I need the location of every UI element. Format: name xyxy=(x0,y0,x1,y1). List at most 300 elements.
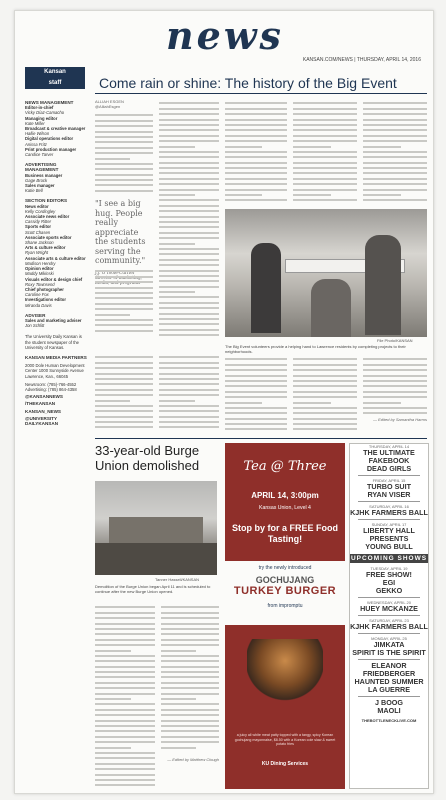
text-line xyxy=(95,426,153,428)
text-line xyxy=(159,108,219,110)
show-date: SUNDAY, APRIL 17 xyxy=(371,522,407,527)
text-line xyxy=(363,358,427,360)
text-line xyxy=(293,194,331,196)
staff-role: Sales and marketing adviser xyxy=(25,317,82,323)
text-line xyxy=(161,655,219,657)
byline-handle: @AlliahEsgen xyxy=(95,104,121,109)
text-line xyxy=(293,358,357,360)
show-act: EGI xyxy=(382,578,396,587)
text-line xyxy=(95,136,153,138)
ad-turkey-burger: TURKEY BURGER xyxy=(233,585,337,597)
text-line xyxy=(95,373,153,375)
text-line xyxy=(161,612,219,614)
story-column-7 xyxy=(159,353,219,433)
staff-name: Maddy Mikinski xyxy=(25,271,54,277)
masthead xyxy=(15,11,434,69)
text-line xyxy=(225,113,287,115)
text-line xyxy=(159,248,219,250)
text-line xyxy=(363,194,401,196)
text-line xyxy=(363,108,427,110)
text-line xyxy=(95,633,155,635)
text-line xyxy=(159,307,219,309)
listing-divider xyxy=(358,597,420,598)
story-editor-note: — Edited by Samantha Harms xyxy=(372,417,427,422)
text-line xyxy=(225,183,287,185)
text-line xyxy=(225,428,287,430)
text-line xyxy=(95,114,153,116)
dateline: KANSAN.COM/NEWS | THURSDAY, APRIL 14, 2016 xyxy=(302,57,421,63)
text-line xyxy=(159,146,195,148)
show-act: ELEANOR FRIEDBERGER xyxy=(362,661,416,678)
text-line xyxy=(159,237,219,239)
text-line xyxy=(95,623,155,625)
text-line xyxy=(95,671,155,673)
text-line xyxy=(363,140,427,142)
text-line xyxy=(159,421,219,423)
text-line xyxy=(293,407,357,409)
text-line xyxy=(363,183,427,185)
text-line xyxy=(225,391,287,393)
text-line xyxy=(159,135,219,137)
text-line xyxy=(225,358,287,360)
staff-badge-line1: Kansan xyxy=(44,69,66,75)
ad-location: Kansas Union, Level 4 xyxy=(259,505,311,511)
text-line xyxy=(95,141,153,143)
text-line xyxy=(159,329,219,331)
text-line xyxy=(95,779,155,781)
text-line xyxy=(363,199,427,201)
text-line xyxy=(225,385,287,387)
staff-name: Roxy Townsend xyxy=(25,281,55,287)
story-column-3 xyxy=(225,99,287,205)
text-line xyxy=(363,119,427,121)
text-line xyxy=(161,709,219,711)
text-line xyxy=(95,784,155,786)
staff-name: Scott Chasen xyxy=(25,229,51,235)
show-act: LA GUERRE xyxy=(367,685,411,694)
text-line xyxy=(159,259,219,261)
text-line xyxy=(363,178,427,180)
text-line xyxy=(161,639,219,641)
text-line xyxy=(225,402,262,404)
text-line xyxy=(293,391,357,393)
text-line xyxy=(95,330,153,332)
listing-divider xyxy=(358,659,420,660)
show-act: THE ULTIMATE FAKEBOOK xyxy=(363,448,415,465)
text-line xyxy=(293,423,357,425)
ku-dining-logo: KU Dining Services xyxy=(261,761,309,767)
text-line xyxy=(293,102,357,104)
text-line xyxy=(95,190,153,192)
text-line xyxy=(95,383,153,385)
phones: Newsroom: (785)-766-4552 Advertising: (785) 864-4358 xyxy=(25,381,77,392)
text-line xyxy=(95,714,155,716)
show-act: RYAN VISER xyxy=(367,490,411,499)
text-line xyxy=(159,313,219,315)
text-line xyxy=(159,167,219,169)
text-line xyxy=(293,396,357,398)
text-line xyxy=(159,362,219,364)
listing-divider xyxy=(358,633,420,634)
staff-name: Jon Schlitt xyxy=(25,323,45,329)
text-line xyxy=(95,319,153,321)
text-line xyxy=(95,660,155,662)
text-line xyxy=(293,162,357,164)
text-line xyxy=(363,167,427,169)
show-act: LIBERTY HALL PRESENTS xyxy=(363,526,415,543)
text-line xyxy=(95,120,153,122)
burge-photo-caption: Demolition of the Burge Union began April 11 and is scheduled to continue after the new Burge Union opened. xyxy=(95,584,211,594)
text-line xyxy=(95,747,131,749)
text-line xyxy=(225,124,287,126)
text-line xyxy=(363,396,427,398)
text-line xyxy=(225,151,287,153)
text-line xyxy=(159,189,219,191)
text-line xyxy=(95,763,155,765)
staff-name: Katie Bell xyxy=(25,188,43,194)
staff-name: Miranda Davis xyxy=(25,302,52,308)
text-line xyxy=(293,151,357,153)
text-line xyxy=(293,418,357,420)
text-line xyxy=(225,199,287,201)
show-date: SATURDAY, APRIL 23 xyxy=(369,618,409,623)
listing-divider xyxy=(358,615,420,616)
social-handle[interactable]: @UNIVERSITY DAILYKANSAN xyxy=(25,415,59,426)
text-line xyxy=(363,156,427,158)
staff-name: Madison Hendry xyxy=(25,260,56,266)
main-headline: Come rain or shine: The history of the Big Event xyxy=(99,75,397,91)
text-line xyxy=(161,698,196,700)
text-line xyxy=(293,140,357,142)
staff-role: Visuals editor & design chief xyxy=(25,276,83,282)
staff-role: Broadcast & creative manager xyxy=(25,126,86,132)
upcoming-shows-banner: UPCOMING SHOWS xyxy=(350,555,428,562)
text-line xyxy=(95,276,153,278)
sidebar-section-title: ADVERTISING MANAGEMENT xyxy=(25,162,59,173)
text-line xyxy=(159,318,219,320)
text-line xyxy=(225,364,287,366)
text-line xyxy=(225,194,262,196)
show-act: GEKKO xyxy=(375,586,403,595)
ad-fine-print: a juicy all white meat patty topped with a tangy, spicy Korean gochujang mayonnaise, $8.50 with a Korean cole slaw & sweet potato fries xyxy=(234,733,336,747)
text-line xyxy=(159,383,219,385)
staff-badge xyxy=(25,67,85,89)
text-line xyxy=(159,232,219,234)
text-line xyxy=(159,270,219,272)
text-line xyxy=(95,147,153,149)
text-line xyxy=(95,682,155,684)
staff-role: Associate arts & culture editor xyxy=(25,255,86,261)
text-line xyxy=(95,410,153,412)
text-line xyxy=(95,698,131,700)
staff-name: Cassidy Ritter xyxy=(25,219,52,225)
text-line xyxy=(159,264,219,266)
text-line xyxy=(95,400,130,402)
text-line xyxy=(161,693,219,695)
newspaper-page xyxy=(14,10,434,794)
text-line xyxy=(159,323,219,325)
text-line xyxy=(159,156,219,158)
text-line xyxy=(159,102,219,104)
show-act: JIMKATA xyxy=(373,640,405,649)
text-line xyxy=(95,314,130,316)
text-line xyxy=(225,418,287,420)
photo-credit: File Photo/KANSAN xyxy=(377,338,413,343)
text-line xyxy=(159,356,219,358)
staff-name: Vicky Díaz-Camacho xyxy=(25,110,65,116)
photo-rubble xyxy=(95,543,217,575)
text-line xyxy=(95,158,130,160)
text-line xyxy=(159,226,219,228)
text-line xyxy=(95,703,155,705)
text-line xyxy=(161,741,219,743)
text-line xyxy=(95,303,153,305)
text-line xyxy=(363,380,427,382)
text-line xyxy=(95,757,155,759)
text-line xyxy=(293,135,357,137)
text-line xyxy=(293,146,331,148)
photo-person xyxy=(251,243,281,333)
text-line xyxy=(161,606,219,608)
text-line xyxy=(363,402,401,404)
burger-image xyxy=(247,639,323,701)
text-line xyxy=(225,135,287,137)
staff-name: Kate Miller xyxy=(25,120,45,126)
staff-role: Investigations editor xyxy=(25,297,66,303)
text-line xyxy=(293,375,357,377)
sidebar-section-title: NEWS MANAGEMENT xyxy=(25,100,74,105)
text-line xyxy=(95,378,153,380)
headline-rule xyxy=(95,93,427,94)
text-line xyxy=(293,199,357,201)
text-line xyxy=(95,184,153,186)
text-line xyxy=(159,291,195,293)
text-line xyxy=(161,671,219,673)
text-line xyxy=(363,364,427,366)
text-line xyxy=(95,356,153,358)
show-act: J BOOG xyxy=(375,698,403,707)
text-line xyxy=(159,373,219,375)
text-line xyxy=(159,199,219,201)
text-line xyxy=(363,151,427,153)
show-act: HUEY MCKANZE xyxy=(360,604,418,613)
text-line xyxy=(161,687,219,689)
ad-try-text: try the newly introduced xyxy=(258,565,312,571)
text-line xyxy=(159,140,219,142)
text-line xyxy=(293,167,357,169)
text-line xyxy=(363,189,427,191)
staff-role: Editor-in-chief xyxy=(25,105,54,111)
text-line xyxy=(225,407,287,409)
text-line xyxy=(225,189,287,191)
text-line xyxy=(159,151,219,153)
text-line xyxy=(161,736,219,738)
staff-badge-line2: staff xyxy=(48,80,62,86)
text-line xyxy=(225,146,262,148)
text-line xyxy=(363,124,427,126)
text-line xyxy=(225,102,287,104)
big-event-photo xyxy=(225,209,427,337)
burge-headline: 33-year-old Burge Union demolished xyxy=(95,443,200,473)
text-line xyxy=(159,129,219,131)
staff-role: Business manager xyxy=(25,172,63,178)
text-line xyxy=(159,302,219,304)
burge-editor-note: — Edited by Matthew Clough xyxy=(167,757,219,762)
text-line xyxy=(363,391,427,393)
show-date: WEDNESDAY, APRIL 20 xyxy=(367,600,411,605)
text-line xyxy=(225,162,287,164)
staff-role: Managing editor xyxy=(25,115,58,121)
contact-title: KANSAN MEDIA PARTNERS xyxy=(25,354,87,360)
ad-date: APRIL 14, 3:00pm xyxy=(251,491,319,500)
staff-name: Kelly Cordingley xyxy=(25,208,56,214)
text-line xyxy=(95,168,153,170)
text-line xyxy=(159,183,219,185)
text-line xyxy=(159,216,219,218)
text-line xyxy=(159,210,219,212)
social-handle[interactable]: /THEKANSAN xyxy=(25,401,56,407)
section-title: news xyxy=(166,13,284,58)
text-line xyxy=(95,405,153,407)
text-line xyxy=(363,375,427,377)
show-date: MONDAY, APRIL 25 xyxy=(371,636,407,641)
text-line xyxy=(225,119,287,121)
text-line xyxy=(95,174,153,176)
text-line xyxy=(95,628,155,630)
text-line xyxy=(161,666,219,668)
text-line xyxy=(159,172,219,174)
text-line xyxy=(225,412,287,414)
staff-sidebar xyxy=(25,95,87,785)
text-line xyxy=(95,308,153,310)
text-line xyxy=(159,194,195,196)
text-line xyxy=(161,682,219,684)
text-line xyxy=(363,146,401,148)
text-line xyxy=(293,178,357,180)
text-line xyxy=(159,119,219,121)
text-line xyxy=(159,367,219,369)
social-handle[interactable]: KANSAN_NEWS xyxy=(25,408,61,414)
show-act: SPIRIT IS THE SPIRIT xyxy=(352,648,426,657)
staff-role: Sales manager xyxy=(25,183,55,189)
text-line xyxy=(95,774,155,776)
text-line xyxy=(161,623,219,625)
staff-name: Ryan Wright xyxy=(25,250,49,256)
text-line xyxy=(159,243,195,245)
staff-role: Arts & culture editor xyxy=(25,245,66,251)
text-line xyxy=(225,369,287,371)
story-column-9 xyxy=(293,355,357,433)
burge-column-1 xyxy=(95,603,155,789)
text-line xyxy=(95,421,153,423)
text-line xyxy=(293,113,357,115)
venue-website[interactable]: THEBOTTLENECKLIVE.COM xyxy=(361,718,417,723)
show-act: FREE SHOW! xyxy=(366,570,412,579)
text-line xyxy=(225,172,287,174)
text-line xyxy=(363,102,427,104)
text-line xyxy=(159,162,219,164)
ad-tagline: Stop by for a FREE Food Tasting! xyxy=(232,523,338,544)
text-line xyxy=(225,140,287,142)
ad-from: from impromptu xyxy=(267,603,303,609)
staff-role: Print production manager xyxy=(25,146,77,152)
text-line xyxy=(225,396,287,398)
staff-name: Shane Jackson xyxy=(25,240,54,246)
text-line xyxy=(225,380,287,382)
text-line xyxy=(363,172,427,174)
text-line xyxy=(161,714,219,716)
staff-role: News editor xyxy=(25,203,49,209)
staff-role: Chief photographer xyxy=(25,286,64,292)
text-line xyxy=(95,131,153,133)
show-act: HAUNTED SUMMER xyxy=(354,677,424,686)
show-act: TURBO SUIT xyxy=(367,482,411,491)
text-line xyxy=(95,639,155,641)
text-line xyxy=(293,172,357,174)
text-line xyxy=(225,108,287,110)
pullquote-text: "I see a big hug. People really appreciate the students serving the community." xyxy=(95,199,146,265)
text-line xyxy=(95,725,155,727)
text-line xyxy=(159,394,219,396)
show-act: MAOLI xyxy=(377,706,401,715)
byline-name: ALLIAH ESGEN xyxy=(95,99,124,104)
text-line xyxy=(159,389,219,391)
text-line xyxy=(95,416,153,418)
story-column-1a xyxy=(95,111,153,197)
text-line xyxy=(293,183,357,185)
text-line xyxy=(95,324,153,326)
text-line xyxy=(293,129,357,131)
text-line xyxy=(225,423,287,425)
text-line xyxy=(293,369,357,371)
text-line xyxy=(95,292,153,294)
text-line xyxy=(159,280,219,282)
photo-person xyxy=(311,279,351,337)
text-line xyxy=(159,296,219,298)
text-line xyxy=(95,367,153,369)
show-act: DEAD GIRLS xyxy=(366,464,412,473)
text-line xyxy=(95,666,155,668)
text-line xyxy=(95,644,155,646)
text-line xyxy=(159,275,219,277)
staff-name: Hallie Wilson xyxy=(25,131,50,137)
text-line xyxy=(225,129,287,131)
staff-role: Opinion editor xyxy=(25,266,54,272)
address: 2000 Dole Human Development Center 1000 Sunnyside Avenue Lawrence, Kan., 66045 xyxy=(25,363,85,379)
show-act: YOUNG BULL xyxy=(365,542,413,551)
ad-gochujang: GOCHUJANG xyxy=(255,575,315,585)
story-column-4 xyxy=(293,99,357,205)
text-line xyxy=(159,205,219,207)
text-line xyxy=(363,412,427,414)
about-text: The University Daily Kansan is the student newspaper of the University of Kansas. xyxy=(25,334,82,350)
photo-caption: The Big Event volunteers provide a helping hand to Lawrence residents by completing projects to their neighborhoods. xyxy=(225,344,406,354)
text-line xyxy=(95,612,155,614)
staff-name: Caroline Fox xyxy=(25,292,49,298)
show-date: FRIDAY, APRIL 15 xyxy=(372,478,406,483)
text-line xyxy=(159,400,195,402)
text-line xyxy=(95,752,155,754)
text-line xyxy=(225,167,287,169)
text-line xyxy=(293,402,331,404)
text-line xyxy=(95,163,153,165)
story-column-5 xyxy=(363,99,427,205)
text-line xyxy=(161,617,219,619)
text-line xyxy=(95,655,155,657)
text-line xyxy=(161,725,219,727)
social-handle[interactable]: @KANSANNEWS xyxy=(25,394,63,400)
show-date: TUESDAY, APRIL 19 xyxy=(370,566,408,571)
